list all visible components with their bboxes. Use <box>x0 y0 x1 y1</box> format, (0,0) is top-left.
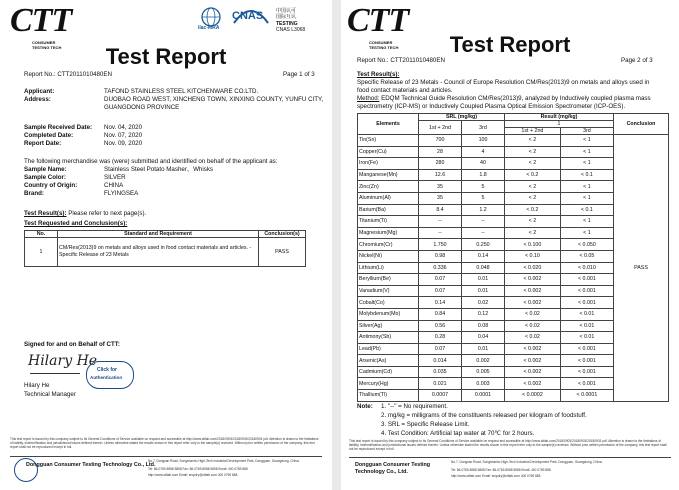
cell-result-third: < 0.001 <box>560 355 613 367</box>
cell-srl-first: 35 <box>419 192 462 204</box>
report-page-2 <box>341 0 679 490</box>
cell-element: Antimony(Sb) <box>358 332 419 344</box>
page-number: Page 2 of 3 <box>621 57 653 64</box>
sample-color-value: SILVER <box>104 174 126 181</box>
cell-element: Cadmium(Cd) <box>358 366 419 378</box>
cell-element: Magnesium(Mg) <box>358 227 419 239</box>
col-header-standard: Standard and Requirement <box>58 231 259 238</box>
col-header-result: Result (mg/kg) <box>505 114 614 121</box>
cell-result-third: < 1 <box>560 146 613 158</box>
cell-element: Chromium(Cr) <box>358 239 419 251</box>
ctt-logo <box>10 2 72 50</box>
col-header-sample: 1 <box>505 121 614 128</box>
cell-result-third: < 1 <box>560 216 613 228</box>
applicant-label: Applicant: <box>24 88 55 95</box>
report-number: Report No.: CTT2011010480EN <box>24 71 112 78</box>
ctt-logo-subtext: CONSUMER TESTING TECH <box>369 40 399 50</box>
cnas-logo <box>230 5 272 35</box>
stamp-line-2: Authentication <box>90 375 123 380</box>
address-line-1: DUOBAO ROAD WEST, XINCHENG TOWN, XINXING COUNTY, YUNFU CITY, <box>104 96 324 103</box>
cell-element: Copper(Cu) <box>358 146 419 158</box>
cell-element: Arsenic(As) <box>358 355 419 367</box>
ctt-logo-subtext: CONSUMER TESTING TECH <box>32 40 62 50</box>
cell-element: Nickel(Ni) <box>358 250 419 262</box>
cell-result-first: < 2 <box>505 216 561 228</box>
note-4: 4. Test Condition: Artificial tap water at 70℃ for 2 hours. <box>381 430 535 437</box>
cell-element: Thallium(Tl) <box>358 390 419 402</box>
cell-result-first: < 0.02 <box>505 320 561 332</box>
merchandise-intro: The following merchandise was (were) submitted and identified on behalf of the applicant as: <box>24 158 278 165</box>
cell-result-first: < 0.0002 <box>505 390 561 402</box>
cell-element: Lead(Pb) <box>358 343 419 355</box>
cell-srl-first: 0.035 <box>419 366 462 378</box>
method-line-2: spectrometry (ICP-MS) or Inductively Coupled Plasma Optical Emission Spectrometer (ICP-OES). <box>357 103 626 110</box>
cell-srl-first: 12.6 <box>419 169 462 181</box>
cell-result-third: < 0.001 <box>560 378 613 390</box>
cell-srl-first: 0.84 <box>419 308 462 320</box>
cell-result-first: < 0.02 <box>505 308 561 320</box>
cell-element: Tin(Sn) <box>358 135 419 147</box>
cell-srl-first: 35 <box>419 181 462 193</box>
table-row <box>25 238 306 267</box>
cell-srl-first: 1.750 <box>419 239 462 251</box>
origin-value: CHINA <box>104 182 124 189</box>
note-1: 1. "--" = No requirement. <box>381 403 448 410</box>
cell-srl-third: 0.250 <box>462 239 505 251</box>
cell-srl-third: 5 <box>462 192 505 204</box>
cell-srl-third: 4 <box>462 146 505 158</box>
row-conclusion: PASS <box>259 238 306 267</box>
cell-result-third: < 0.01 <box>560 308 613 320</box>
cell-result-third: < 0.001 <box>560 366 613 378</box>
cell-srl-first: -- <box>419 227 462 239</box>
cell-srl-third: 0.048 <box>462 262 505 274</box>
cell-srl-first: 0.07 <box>419 285 462 297</box>
cell-srl-first: 0.98 <box>419 250 462 262</box>
cell-result-first: < 0.10 <box>505 250 561 262</box>
cell-result-first: < 0.002 <box>505 343 561 355</box>
ctt-logo-text: CTT <box>10 2 72 39</box>
cell-result-first: < 0.002 <box>505 355 561 367</box>
col-header-conclusion: Conclusion <box>614 114 669 135</box>
completed-date-value: Nov. 07, 2020 <box>104 132 143 139</box>
method-label: Method: <box>357 95 380 102</box>
results-line-2: food contact materials and articles. <box>357 87 453 94</box>
cell-result-third: < 0.01 <box>560 320 613 332</box>
method-text: EDQM Technical Guide Resolution CM/Res(2013)9, analyzed by Inductively coupled plasma mass <box>379 95 651 102</box>
results-table-body <box>358 135 669 402</box>
cell-srl-third: 1.2 <box>462 204 505 216</box>
cell-result-first: < 0.100 <box>505 239 561 251</box>
cell-element: Beryllium(Be) <box>358 274 419 286</box>
note-label: Note: <box>357 403 373 410</box>
footer-address: No.7, Dongsan Road, Songshanhu High-Tech Industrial Development Park, Dongguan, Guangdong, China. <box>148 459 300 463</box>
sample-name-value: Stainless Steel Potato Masher、Whisks <box>104 166 214 173</box>
col-header-no: No. <box>25 231 58 238</box>
cell-result-third: < 0.0001 <box>560 390 613 402</box>
cnas-chinese-1: 中国认可 <box>276 8 297 14</box>
table-header-row <box>358 114 669 121</box>
signer-title: Technical Manager <box>24 391 76 398</box>
cell-element: Cobalt(Co) <box>358 297 419 309</box>
note-3: 3. SRL = Specific Release Limit. <box>381 421 470 428</box>
signature: Hilary He <box>28 353 98 369</box>
cell-srl-third: 1.8 <box>462 169 505 181</box>
report-page-1 <box>0 0 332 490</box>
signer-name: Hilary He <box>24 382 50 389</box>
cell-result-first: < 2 <box>505 158 561 170</box>
cell-srl-third: 0.002 <box>462 355 505 367</box>
cell-result-first: < 0.02 <box>505 332 561 344</box>
cell-srl-third: 0.005 <box>462 366 505 378</box>
cell-result-third: < 1 <box>560 158 613 170</box>
address-line-2: GUANGDONG PROVINCE <box>104 104 180 111</box>
ilac-mra-logo <box>198 6 224 32</box>
footer-web: http://www.cttlab.com Email: enquiry@cttlab.com 400 0769 888 <box>148 473 238 477</box>
sample-color-label: Sample Color: <box>24 174 66 181</box>
cell-result-first: < 0.2 <box>505 204 561 216</box>
cell-element: Aluminum(Al) <box>358 192 419 204</box>
cell-srl-first: 280 <box>419 158 462 170</box>
cell-srl-first: 0.0007 <box>419 390 462 402</box>
row-standard: CM/Res(2013)9 on metals and alloys used in food contact materials and articles. - Specific Release of 23 Metals <box>58 238 259 267</box>
cell-result-first: < 2 <box>505 146 561 158</box>
cell-result-third: < 0.1 <box>560 204 613 216</box>
cell-conclusion: PASS <box>614 135 669 402</box>
cell-result-third: < 1 <box>560 181 613 193</box>
cell-srl-first: 0.14 <box>419 297 462 309</box>
cell-result-third: < 1 <box>560 227 613 239</box>
report-date-label: Report Date: <box>24 140 62 147</box>
cell-srl-first: -- <box>419 216 462 228</box>
address-label: Address: <box>24 96 51 103</box>
cell-srl-third: 0.04 <box>462 332 505 344</box>
report-date-value: Nov. 09, 2020 <box>104 140 143 147</box>
cell-element: Lithium(Li) <box>358 262 419 274</box>
cell-element: Iron(Fe) <box>358 158 419 170</box>
col-header-result-third: 3rd <box>560 128 613 135</box>
table-row <box>358 135 669 147</box>
results-note <box>24 210 146 218</box>
cell-result-third: < 0.1 <box>560 169 613 181</box>
cell-result-third: < 0.010 <box>560 262 613 274</box>
cell-element: Titanium(Ti) <box>358 216 419 228</box>
cell-srl-third: -- <box>462 227 505 239</box>
note-2: 2. mg/kg = milligrams of the constituents released per kilogram of foodstuff. <box>381 412 587 419</box>
cnas-number: CNAS L3068 <box>276 27 306 33</box>
results-note-text: Please refer to next page(s). <box>66 210 147 217</box>
cell-srl-first: 0.336 <box>419 262 462 274</box>
requested-heading: Test Requested and Conclusion(s): <box>24 220 128 227</box>
completed-date-label: Completed Date: <box>24 132 74 139</box>
cell-result-first: < 0.020 <box>505 262 561 274</box>
footer-divider <box>349 457 671 458</box>
page-number: Page 1 of 3 <box>283 71 315 78</box>
cell-srl-third: -- <box>462 216 505 228</box>
cell-element: Manganese(Mn) <box>358 169 419 181</box>
cell-element: Mercury(Hg) <box>358 378 419 390</box>
applicant-value: TAFOND STAINLESS STEEL KITCHENWARE CO.LTD. <box>104 88 259 95</box>
brand-label: Brand: <box>24 190 44 197</box>
cell-result-first: < 0.002 <box>505 366 561 378</box>
cell-srl-first: 0.07 <box>419 343 462 355</box>
footer-divider <box>10 456 322 457</box>
ilac-label: ilac-MRA <box>198 25 220 31</box>
authentication-stamp[interactable] <box>86 361 134 389</box>
cell-srl-first: 700 <box>419 135 462 147</box>
cell-result-third: < 1 <box>560 135 613 147</box>
cell-result-third: < 0.001 <box>560 274 613 286</box>
origin-label: Country of Origin: <box>24 182 78 189</box>
col-header-result-first: 1st + 2nd <box>505 128 561 135</box>
cell-srl-third: 0.003 <box>462 378 505 390</box>
cell-element: Barium(Ba) <box>358 204 419 216</box>
footer-company: Dongguan Consumer Testing Technology Co., Ltd. <box>355 462 431 475</box>
cell-srl-first: 0.28 <box>419 332 462 344</box>
cell-result-third: < 0.05 <box>560 250 613 262</box>
footer-company: Dongguan Consumer Testing Technology Co., Ltd. <box>26 462 156 468</box>
cell-result-first: < 0.002 <box>505 378 561 390</box>
results-line-1: Specific Release of 23 Metals - Council of Europe Resolution CM/Res(2013)9 on metals and alloys used in <box>357 79 650 86</box>
col-header-srl-first: 1st + 2nd <box>419 121 462 135</box>
results-heading: Test Result(s): <box>357 71 400 78</box>
row-no: 1 <box>25 238 58 267</box>
cell-result-first: < 2 <box>505 227 561 239</box>
page-title: Test Report <box>105 44 227 69</box>
method-line <box>357 95 651 103</box>
cell-srl-third: 0.01 <box>462 274 505 286</box>
cell-result-third: < 0.001 <box>560 297 613 309</box>
sample-name-label: Sample Name: <box>24 166 67 173</box>
cell-element: Zinc(Zn) <box>358 181 419 193</box>
cell-result-third: < 0.050 <box>560 239 613 251</box>
cell-srl-third: 0.12 <box>462 308 505 320</box>
cell-srl-third: 40 <box>462 158 505 170</box>
cell-srl-third: 0.01 <box>462 285 505 297</box>
col-header-srl: SRL (mg/kg) <box>419 114 505 121</box>
cell-element: Silver(Ag) <box>358 320 419 332</box>
cell-srl-third: 5 <box>462 181 505 193</box>
table-header-row <box>25 231 306 238</box>
cnas-testing: TESTING <box>276 21 298 27</box>
signed-label: Signed for and on Behalf of CTT: <box>24 341 120 348</box>
cell-result-first: < 2 <box>505 181 561 193</box>
received-date-label: Sample Received Date: <box>24 124 93 131</box>
cell-result-first: < 0.002 <box>505 285 561 297</box>
report-number: Report No.: CTT2011010480EN <box>357 57 445 64</box>
ctt-logo-text: CTT <box>347 2 409 39</box>
page-title: Test Report <box>449 32 571 57</box>
cell-result-third: < 1 <box>560 192 613 204</box>
cell-result-first: < 0.2 <box>505 169 561 181</box>
cell-result-first: < 2 <box>505 135 561 147</box>
cell-result-first: < 0.002 <box>505 297 561 309</box>
received-date-value: Nov. 04, 2020 <box>104 124 143 131</box>
signature-line <box>30 373 80 374</box>
cell-srl-first: 0.56 <box>419 320 462 332</box>
cell-srl-first: 0.07 <box>419 274 462 286</box>
footer-disclaimer: This test report is issued by this company subject to its General Conditions of Service available on request and accessible at http://www.cttlab.com/2018/0903/20180903/20180903 pdf. Attention is drawn to the limitations of liability, indemnification and jurisdictional issues defined therein. Unless otherwise stated the results shown in this report refer only to the sample(s) received. Without prior written permission of the company, this test report shall not be reproduced except in full. <box>10 437 319 449</box>
cell-result-third: < 0.01 <box>560 332 613 344</box>
footer-disclaimer: This test report is issued by this company subject to its General Conditions of Service available on request and accessible at http://www.cttlab.com/2018/0903/20180903/20180903 pdf. Attention is drawn to the limitations of liability, indemnification and jurisdictional issues defined therein. Unless otherwise stated the results shown in this report refer only to the sample(s) received. Without prior written permission of the company, this test report shall not be reproduced except in full. <box>349 439 667 451</box>
cell-element: Vanadium(V) <box>358 285 419 297</box>
cell-srl-third: 0.08 <box>462 320 505 332</box>
footer-address: No.7, Dongsan Road, Songshanhu High-Tech Industrial Development Park, Dongguan, Guangdong, China. <box>451 460 603 464</box>
conclusion-table <box>24 230 306 267</box>
footer-tel: Tel: 86-0769-8988 5858 Fax: 86-0769-8988 5858 Email: 400 0769 888 <box>451 468 551 472</box>
cell-result-first: < 0.002 <box>505 274 561 286</box>
cnas-chinese-2: 国际互认 <box>276 14 297 20</box>
footer-web: http://www.cttlab.com Email: enquiry@cttlab.com 400 0769 888 <box>451 474 541 478</box>
results-table <box>357 113 669 402</box>
results-note-label: Test Result(s): <box>24 210 67 217</box>
cell-srl-first: 0.014 <box>419 355 462 367</box>
cnas-label: CNAS <box>232 10 264 22</box>
footer-tel: Tel: 86-0769-8988 5858 Fax: 86-0769-8988 5858 Email: 400 0769 888 <box>148 467 248 471</box>
cell-result-third: < 0.001 <box>560 285 613 297</box>
col-header-elements: Elements <box>358 114 419 135</box>
cell-srl-first: 8.4 <box>419 204 462 216</box>
cell-srl-third: 0.0001 <box>462 390 505 402</box>
cell-srl-third: 0.02 <box>462 297 505 309</box>
cell-srl-third: 0.01 <box>462 343 505 355</box>
cell-srl-first: 28 <box>419 146 462 158</box>
brand-value: FLYINGSEA <box>104 190 139 197</box>
cell-srl-third: 0.14 <box>462 250 505 262</box>
cell-element: Molybdenum(Mo) <box>358 308 419 320</box>
col-header-srl-third: 3rd <box>462 121 505 135</box>
cell-srl-third: 100 <box>462 135 505 147</box>
col-header-conclusion: Conclusion(s) <box>259 231 306 238</box>
cell-result-first: < 2 <box>505 192 561 204</box>
cell-result-third: < 0.001 <box>560 343 613 355</box>
cell-srl-first: 0.021 <box>419 378 462 390</box>
stamp-line-1: Click for <box>97 367 118 373</box>
